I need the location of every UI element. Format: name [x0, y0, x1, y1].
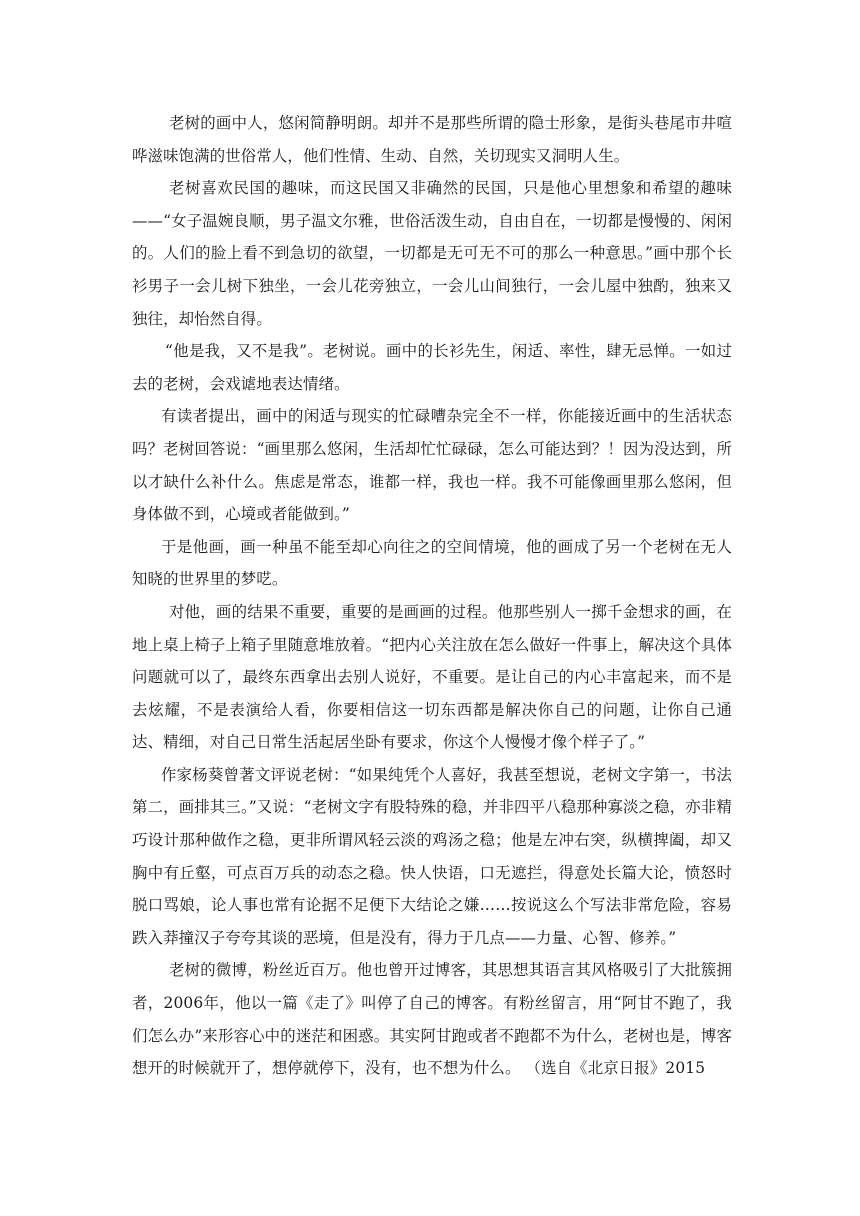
paragraph-7: 作家杨葵曾著文评说老树：“如果纯凭个人喜好，我甚至想说，老树文字第一，书法第二，画排其三。”又说：“老树文字有股特殊的稳，并非四平八稳那种寡淡之稳，亦非精巧设计那种做作之稳，更非所谓风轻云淡的鸡汤之稳；他是左冲右突，纵横捭阖，却又胸中有丘壑，可点百万兵的动态之稳。快人快语，口无遮拦，得意处长篇大论，愤怒时脱口骂娘，论人事也常有论据不足便下大结论之嫌……按说这么个写法非常危险，容易跌入莽撞汉子夸夸其谈的恶境，但是没有，得力于几点——力量、心智、修养。”	[132, 765, 732, 947]
paragraph-1: 老树的画中人，悠闲简静明朗。却并不是那些所谓的隐士形象，是街头巷尾市井喧哗滋味饱满的世俗常人，他们性情、生动、自然，关切现实又洞明人生。	[132, 114, 732, 165]
article-body	[132, 107, 732, 1085]
paragraph-2: 老树喜欢民国的趣味，而这民国又非确然的民国，只是他心里想象和希望的趣味——“女子温婉良顺，男子温文尔雅，世俗活泼生动，自由自在，一切都是慢慢的、闲闲的。人们的脸上看不到急切的欲望，一切都是无可无不可的那么一种意思。”画中那个长衫男子一会儿树下独坐，一会儿花旁独立，一会儿山间独行，一会儿屋中独酌，独来又独往，却怡然自得。	[132, 179, 732, 328]
paragraph-5: 于是他画，画一种虽不能至却心向往之的空间情境，他的画成了另一个老树在无人知晓的世界里的梦呓。	[132, 537, 732, 589]
paragraph-6: 对他，画的结果不重要，重要的是画画的过程。他那些别人一掷千金想求的画，在地上桌上椅子上箱子里随意堆放着。“把内心关注放在怎么做好一件事上，解决这个具体问题就可以了，最终东西拿出去别人说好，不重要。是让自己的内心丰富起来，而不是去炫耀，不是表演给人看，你要相信这一切东西都是解决你自己的问题，让你自己通达、精细，对自己日常生活起居坐卧有要求，你这个人慢慢才像个样子了。”	[132, 602, 732, 752]
paragraph-3: “他是我，又不是我”。老树说。画中的长衫先生，闲适、率性，肆无忌惮。一如过去的老树，会戏谑地表达情绪。	[132, 342, 732, 393]
paragraph-8: 老树的微博，粉丝近百万。他也曾开过博客，其思想其语言其风格吸引了大批簇拥者，2006年，他以一篇《走了》叫停了自己的博客。有粉丝留言，用“阿甘不跑了，我们怎么办”来形容心中的迷茫和困惑。其实阿甘跑或者不跑都不为什么，老树也是，博客想开的时候就开了，想停就停下，没有，也不想为什么。 （选自《北京日报》2015	[132, 961, 732, 1078]
paragraph-4: 有读者提出，画中的闲适与现实的忙碌嘈杂完全不一样，你能接近画中的生活状态吗？老树回答说：“画里那么悠闲，生活却忙忙碌碌，怎么可能达到？！因为没达到，所以才缺什么补什么。焦虑是常态，谁都一样，我也一样。我不可能像画里那么悠闲，但身体做不到，心境或者能做到。”	[132, 407, 732, 524]
